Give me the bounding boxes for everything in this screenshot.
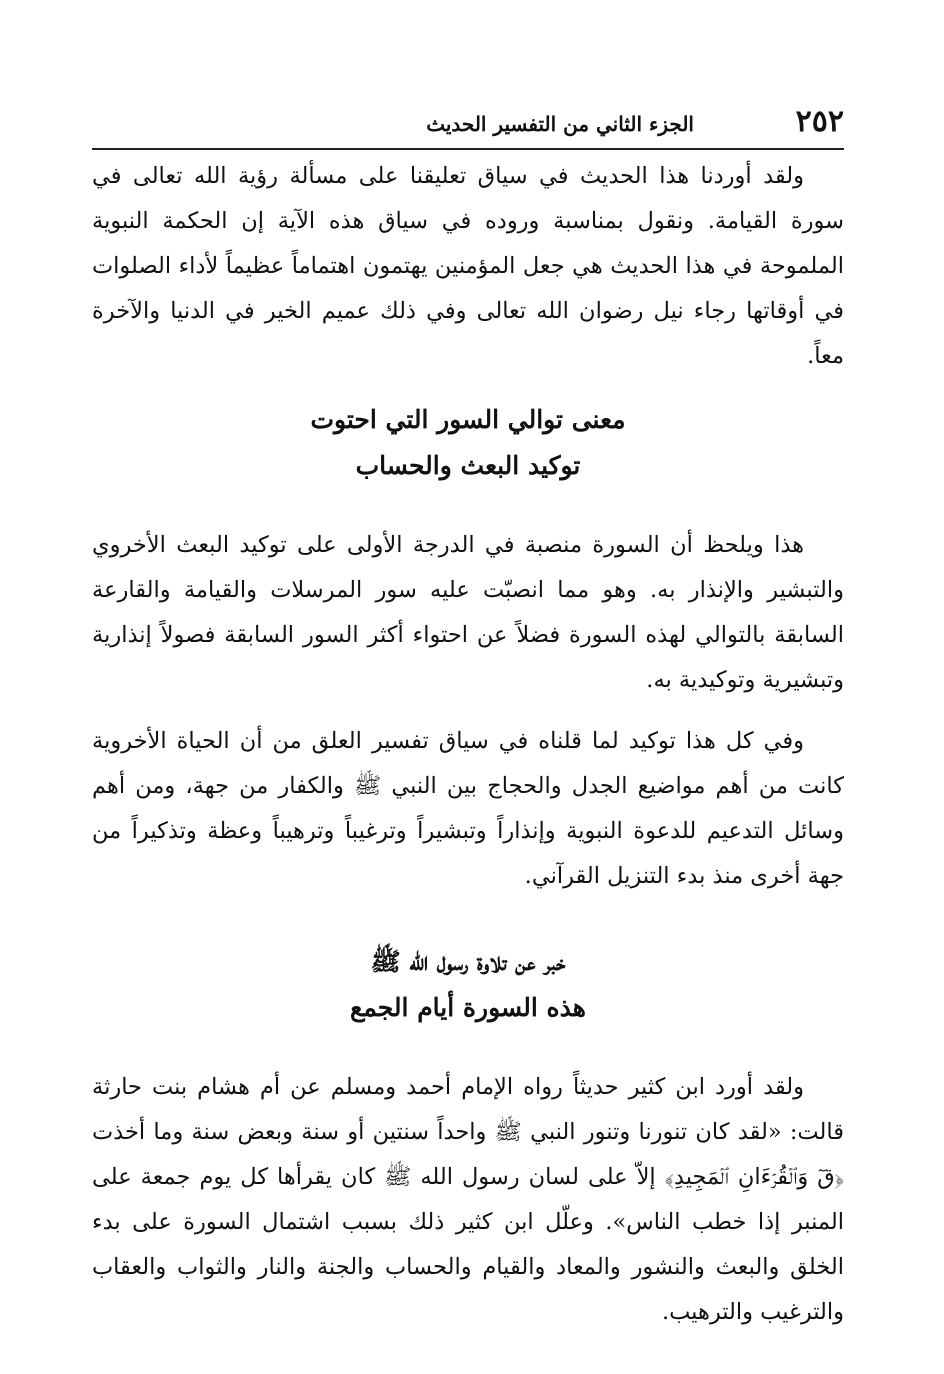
section-heading-2: [92, 939, 844, 1031]
page-body: [92, 154, 844, 1335]
paragraph-1: ولقد أوردنا هذا الحديث في سياق تعليقنا على مسألة رؤية الله تعالى في سورة القيامة. ونقول بمناسبة وروده في سياق هذه الآية إن الحكمة النبوية الملموحة في هذا الحديث هي جعل المؤمنين يهتمون اهتماماً عظيماً لأداء الصلوات في أوقاتها رجاء نيل رضوان الله تعالى وفي ذلك عميم الخير في الدنيا والآخرة معاً.: [92, 163, 844, 369]
paragraph-3: وفي كل هذا توكيد لما قلناه في سياق تفسير العلق من أن الحياة الأخروية كانت من أهم مواضيع الجدل والحجاج بين النبي ﷺ والكفار من جهة، ومن أهم وسائل التدعيم للدعوة النبوية وإنذاراً وتبشيراً وترغيباً وترهيباً وعظة وتذكيراً من جهة أخرى منذ بدء التنزيل القرآني.: [92, 728, 844, 889]
paragraph-4: ولقد أورد ابن كثير حديثاً رواه الإمام أحمد ومسلم عن أم هشام بنت حارثة قالت: «لقد كان تنورنا وتنور النبي ﷺ واحداً سنتين أو سنة وبعض سنة وما أخذت ﴿قٓ وَٱلۡقُرۡءَانِ ٱلۡمَجِيدِ﴾ إلاّ على لسان رسول الله ﷺ كان يقرأها كل يوم جمعة على المنبر إذا خطب الناس». وعلّل ابن كثير ذلك بسبب اشتمال السورة على بدء الخلق والبعث والنشور والمعاد والقيام والحساب والجنة والنار والثواب والعقاب والترغيب والترهيب.: [92, 1074, 844, 1325]
running-header: [92, 96, 844, 150]
section-heading-1-line-2: توكيد البعث والحساب: [355, 451, 581, 480]
book-page: [92, 96, 844, 1335]
section-heading-2-line-2: هذه السورة أيام الجمع: [350, 993, 586, 1022]
paragraph-spacer: [92, 703, 844, 719]
book-title: الجزء الثاني من التفسير الحديث: [426, 112, 694, 136]
section-heading-1-line-1: معنى توالي السور التي احتوت: [310, 405, 626, 434]
section-heading-2-line-1: خبر عن تلاوة رسول الله ﷺ: [370, 947, 566, 976]
paragraph-2: هذا ويلحظ أن السورة منصبة في الدرجة الأولى على توكيد البعث الأخروي والتبشير والإنذار به. وهو مما انصبّت عليه سور المرسلات والقيامة والقارعة السابقة بالتوالي لهذه السورة فضلاً عن احتواء أكثر السور السابقة فصولاً إنذارية وتبشيرية وتوكيدية به.: [92, 532, 845, 693]
section-heading-1: [92, 397, 844, 489]
page-number: ٢٥٢: [795, 104, 844, 139]
